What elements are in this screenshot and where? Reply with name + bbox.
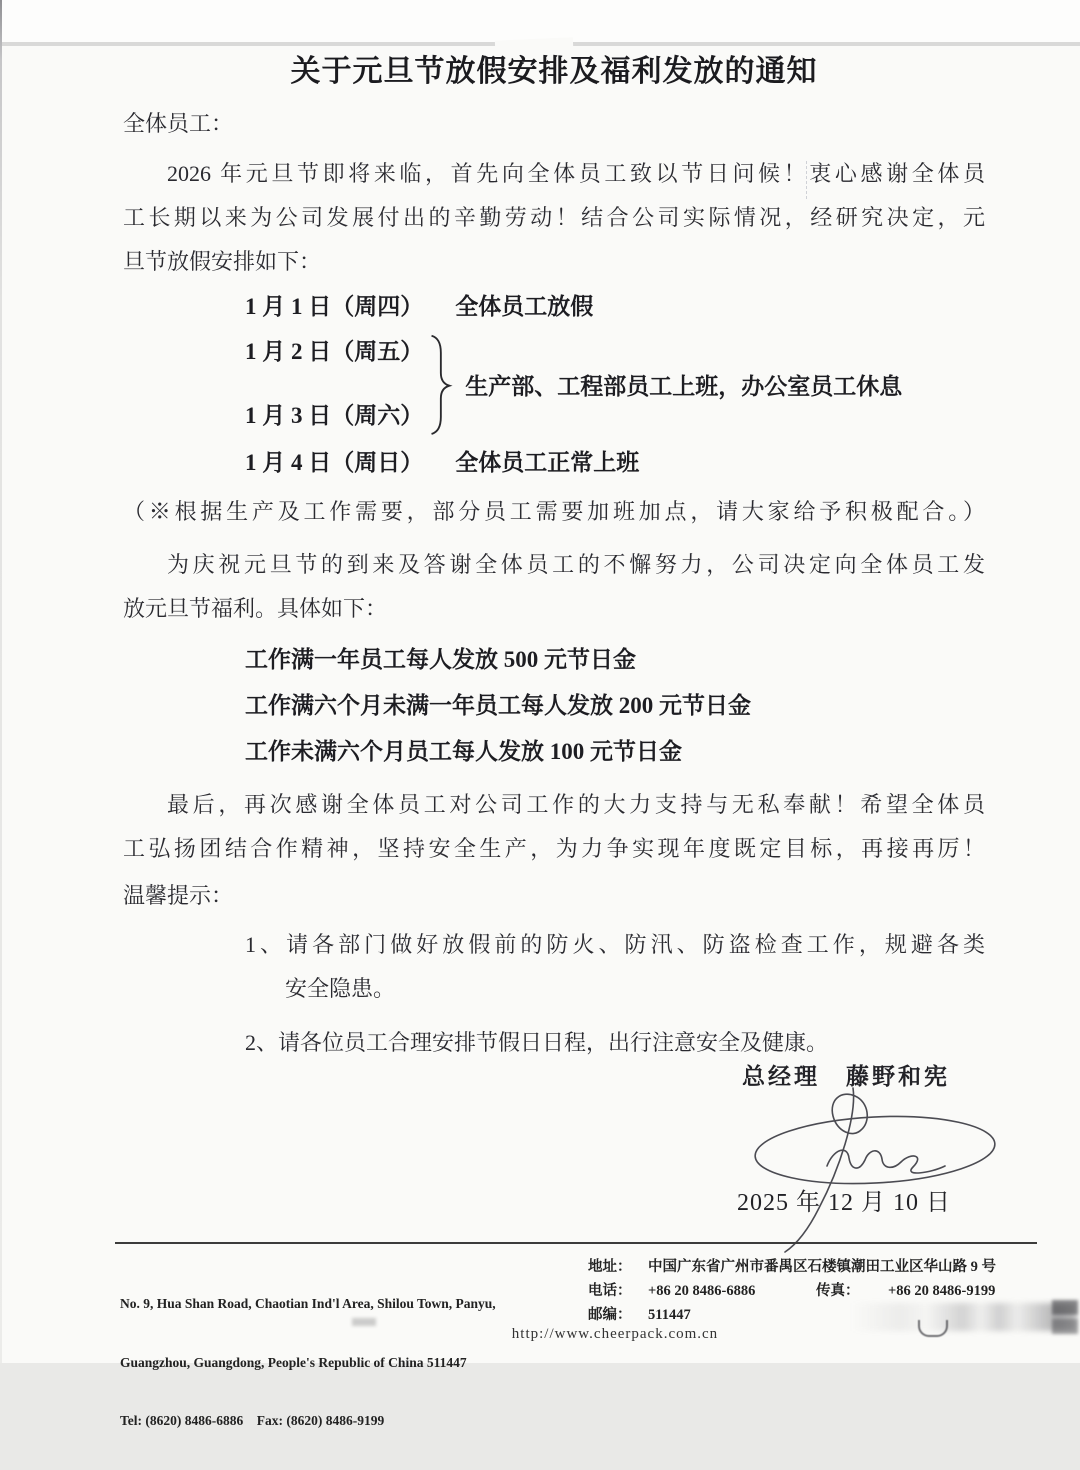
schedule-brace-dates: [245, 335, 423, 433]
paragraph-intro: [123, 152, 985, 284]
scan-left-edge: [0, 0, 2, 1363]
schedule-date: 1 月 3 日（周六）: [245, 403, 424, 428]
footer: [120, 1255, 996, 1470]
footer-tel-value: +86 20 8486-6886: [648, 1283, 756, 1299]
watermark-streaks: [850, 1303, 1076, 1331]
footer-address-english: [120, 1255, 588, 1470]
footer-en-line: No. 9, Hua Shan Road, Chaotian Ind'l Area, Shilou Town, Panyu,: [120, 1296, 496, 1311]
tip-line: 1、请各部门做好放假前的防火、防汛、防盗检查工作，规避各类: [245, 932, 985, 957]
footer-zip-label: 邮编：: [588, 1307, 632, 1323]
paragraph-line: 旦节放假安排如下：: [123, 249, 322, 274]
schedule-date: 1 月 1 日（周四）: [245, 294, 424, 319]
document-title: 关于元旦节放假安排及福利发放的通知: [290, 55, 818, 88]
welfare-item: 工作满六个月未满一年员工每人发放 200 元节日金: [245, 693, 751, 718]
schedule-brace-text: 生产部、工程部员工上班，办公室员工休息: [465, 373, 903, 399]
footer-fax-label: 传真：: [816, 1283, 860, 1299]
paragraph-line: 为庆祝元旦节的到来及答谢全体员工的不懈努力，公司决定向全体员工发: [167, 552, 985, 577]
paragraph-closing: [123, 783, 985, 871]
salutation: 全体员工：: [123, 111, 234, 136]
welfare-item: 工作未满六个月员工每人发放 100 元节日金: [245, 739, 682, 764]
footer-phone-row: [588, 1279, 996, 1303]
document-body: [123, 50, 985, 1065]
schedule-note: （※根据生产及工作需要，部分员工需要加班加点，请大家给予积极配合。）: [123, 499, 985, 524]
watermark-u-mark: [918, 1320, 948, 1337]
footer-tel-label: 电话：: [588, 1283, 632, 1299]
page-fold-notch: [495, 37, 573, 49]
schedule-brace-group: [245, 332, 985, 436]
footer-address-value: 中国广东省广州市番禺区石楼镇潮田工业区华山路 9 号: [648, 1259, 996, 1275]
paragraph-line: 工弘扬团结合作精神，坚持安全生产，为力争实现年度既定目标，再接再厉！: [123, 836, 985, 861]
schedule-activity: 全体员工正常上班: [455, 450, 640, 475]
tip-item-1: [245, 923, 985, 1011]
welfare-list: [245, 637, 985, 775]
footer-zip-value: 511447: [648, 1307, 691, 1323]
schedule-date: 1 月 2 日（周五）: [245, 339, 424, 364]
scan-smudge: [352, 1318, 376, 1326]
footer-en-line: Tel: (8620) 8486-6886 Fax: (8620) 8486-9199: [120, 1413, 385, 1428]
footer-fax-value: +86 20 8486-9199: [888, 1283, 996, 1299]
schedule-activity: 全体员工放假: [455, 294, 594, 319]
paragraph-line: 放元旦节福利。具体如下：: [123, 596, 388, 621]
footer-divider: [115, 1242, 1037, 1244]
handwritten-signature: [735, 1086, 1015, 1256]
footer-en-line: Guangzhou, Guangdong, People's Republic of China 511447: [120, 1354, 467, 1370]
tip-line: 安全隐患。: [285, 976, 396, 1001]
tips-heading: 温馨提示：: [123, 883, 234, 908]
schedule-row-jan1: [245, 290, 985, 324]
welfare-item: 工作满一年员工每人发放 500 元节日金: [245, 647, 636, 672]
footer-address-chinese: [588, 1255, 996, 1470]
watermark-edge-block: [1052, 1300, 1078, 1334]
paragraph-welfare-intro: [123, 543, 985, 631]
paragraph-line: 最后，再次感谢全体员工对公司工作的大力支持与无私奉献！希望全体员: [167, 792, 985, 817]
document-date: 2025 年 12 月 10 日: [737, 1190, 951, 1216]
paragraph-line: 2026 年元旦节即将来临，首先向全体员工致以节日问候！衷心感谢全体员: [167, 161, 985, 186]
footer-address-row: [588, 1255, 996, 1279]
curly-brace-icon: [429, 332, 451, 436]
paragraph-line: 工长期以来为公司发展付出的辛勤劳动！结合公司实际情况，经研究决定，元: [123, 205, 985, 230]
footer-website-url: http://www.cheerpack.com.cn: [511, 1326, 719, 1342]
tip-line: 2、请各位员工合理安排节假日日程，出行注意安全及健康。: [245, 1030, 829, 1055]
schedule-row-jan4: [245, 446, 985, 480]
footer-address-label: 地址：: [588, 1259, 632, 1275]
signer-title: 总经理 藤野和宪: [742, 1064, 950, 1089]
schedule-date: 1 月 4 日（周日）: [245, 450, 424, 475]
